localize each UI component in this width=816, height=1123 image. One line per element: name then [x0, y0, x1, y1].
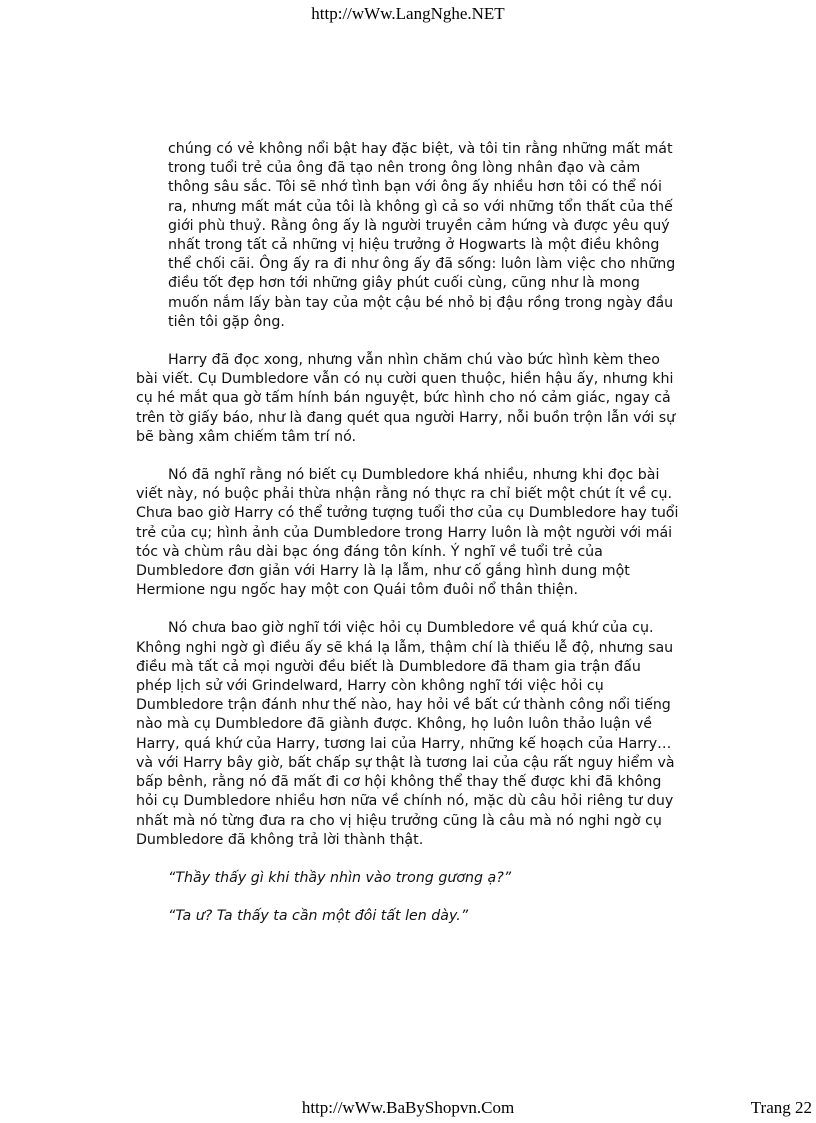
- paragraph-2: Harry đã đọc xong, nhưng vẫn nhìn chăm chú vào bức hình kèm theo bài viết. Cụ Dumbledore vẫn có nụ cười quen thuộc, hiền hậu ấy, nhưng khi cụ hé mắt qua gờ tấm hính bán nguyệt, bức hình cho nó cảm giác, ngay cả trên tờ giấy báo, như là đang quét qua người Harry, nỗi buồn trộn lẫn với sự bẽ bàng xâm chiếm tâm trí nó.: [136, 352, 676, 445]
- footer-url: http://wWw.BaByShopvn.Com: [301, 1098, 515, 1117]
- paragraph-1: chúng có vẻ không nổi bật hay đặc biệt, và tôi tin rằng những mất mát trong tuổi trẻ của ông đã tạo nên trong ông lòng nhân đạo và cảm thông sâu sắc. Tôi sẽ nhớ tình bạn với ông ấy nhiều hơn tôi có thể nói ra, nhưng mất mát của tôi là không gì cả so với những tổn thất của thế giới phù thuỷ. Rằng ông ấy là người truyền cảm hứng và được yêu quý nhất trong tất cả những vị hiệu trưởng ở Hogwarts là một điều không thể chối cãi. Ông ấy ra đi như ông ấy đã sống: luôn làm việc cho những điều tốt đẹp hơn tới những giây phút cuối cùng, cũng như là mong muốn nắm lấy bàn tay của một cậu bé nhỏ bị đậu rồng trong ngày đầu tiên tôi gặp ông.: [168, 141, 676, 330]
- paragraph-3: Nó đã nghĩ rằng nó biết cụ Dumbledore khá nhiều, nhưng khi đọc bài viết này, nó buộc phải thừa nhận rằng nó thực ra chỉ biết một chút ít về cụ. Chưa bao giờ Harry có thể tưởng tượng tuổi thơ của cụ Dumbledore hay tuổi trẻ của cụ; hình ảnh của Dumbledore trong Harry luôn là một người với mái tóc và chùm râu dài bạc óng đáng tôn kính. Ý nghĩ về tuổi trẻ của Dumbledore đơn giản với Harry là lạ lẫm, như cố gắng hình dung một Hermione ngu ngốc hay một con Quái tôm đuôi nổ thân thiện.: [136, 467, 679, 599]
- quote-2: “Ta ư? Ta thấy ta cần một đôi tất len dày.”: [168, 908, 469, 925]
- page-number: Trang 22: [750, 1098, 812, 1117]
- quote-1: “Thầy thấy gì khi thầy nhìn vào trong gương ạ?”: [168, 869, 512, 886]
- header-url: http://wWw.LangNghe.NET: [311, 4, 505, 23]
- paragraph-4: Nó chưa bao giờ nghĩ tới việc hỏi cụ Dumbledore về quá khứ của cụ. Không nghi ngờ gì điều ấy sẽ khá lạ lẫm, thậm chí là thiếu lễ độ, nhưng sau điều mà tất cả mọi người đều biết là Dumbledore đã tham gia trận đấu phép lịch sử với Grindelward, Harry còn không nghĩ tới việc hỏi cụ Dumbledore trận đánh như thế nào, hay hỏi về bất cứ thành công nổi tiếng nào mà cụ Dumbledore đã giành được. Không, họ luôn luôn thảo luận về Harry, quá khứ của Harry, tương lai của Harry, những kế hoạch của Harry… và với Harry bây giờ, bất chấp sự thật là tương lai của cậu rất nguy hiểm và bấp bênh, rằng nó đã mất đi cơ hội không thể thay thế được khi đã không hỏi cụ Dumbledore nhiều hơn nữa về chính nó, mặc dù câu hỏi riêng tư duy nhất mà nó từng đưa ra cho vị hiệu trưởng cũng là câu mà nó nghi ngờ cụ Dumbledore đã không trả lời thành thật.: [136, 620, 675, 848]
- document-body: [136, 140, 680, 945]
